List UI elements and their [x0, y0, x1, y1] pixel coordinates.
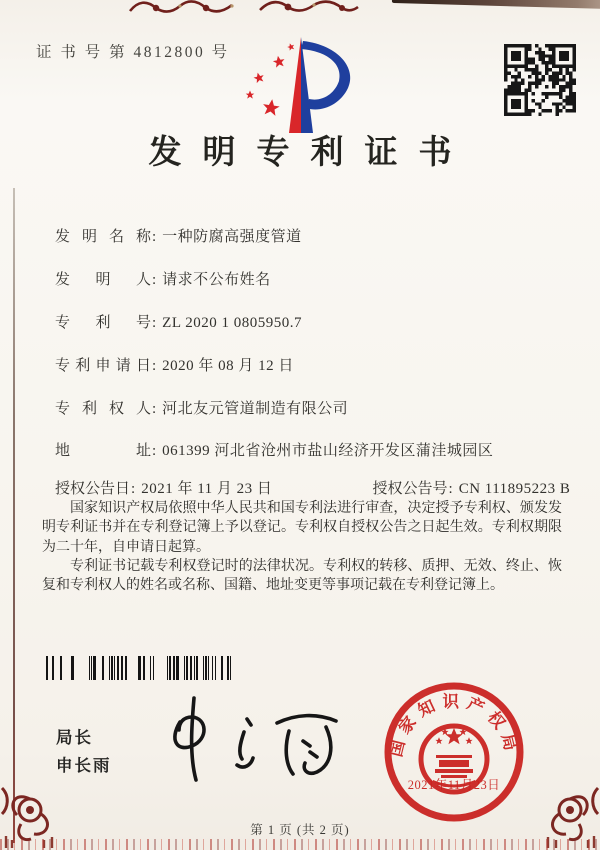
legal-text-block [42, 499, 562, 595]
colon: : [152, 272, 157, 288]
legal-paragraph-2: 专利证书记载专利权登记时的法律状况。专利权的转移、质押、无效、终止、恢复和专利权人的姓名或名称、国籍、地址变更等事项记载在专利登记簿上。 [42, 558, 562, 594]
photo-edge-strip [392, 0, 600, 9]
grant-number-label: 授权公告号 [372, 481, 448, 497]
field-value: ZL 2020 1 0805950.7 [162, 315, 302, 331]
field-label: 发明名称 [55, 229, 151, 245]
field-label: 专利申请日 [55, 358, 151, 374]
colon: : [152, 443, 157, 459]
seal-date: 2021年11月23日 [407, 778, 501, 792]
cnipa-logo [243, 34, 363, 138]
colon: : [448, 481, 453, 497]
field-label: 专利号 [55, 315, 151, 331]
legal-paragraph-1: 国家知识产权局依照中华人民共和国专利法进行审查，决定授予专利权、颁发发明专利证书并在专利登记簿上予以登记。专利权自授权公告之日起生效。专利权期限为二十年，自申请日起算。 [42, 501, 562, 555]
corner-ornament-left [0, 768, 62, 848]
field-label: 发明人 [55, 272, 151, 288]
colon: : [152, 229, 157, 245]
grant-number-value: CN 111895223 B [458, 481, 571, 497]
colon: : [131, 481, 136, 497]
certificate-number: 证 书 号 第 4812800 号 [36, 44, 230, 61]
handwritten-signature [152, 692, 352, 784]
director-title-label: 局长 [56, 729, 93, 747]
seal-ring-text: 国家知识产权局 [386, 692, 522, 759]
field-value: 请求不公布姓名 [162, 272, 271, 288]
barcode-icon [40, 656, 238, 680]
page-number: 第 1 页 (共 2 页) [250, 823, 350, 837]
grant-date-value: 2021 年 11 月 23 日 [141, 481, 273, 497]
field-value: 河北友元管道制造有限公司 [162, 401, 349, 417]
qr-code-icon [504, 44, 576, 116]
field-value: 2020 年 08 月 12 日 [162, 358, 294, 374]
field-label: 专利权人 [55, 401, 151, 417]
field-value: 061399 河北省沧州市盐山经济开发区蒲洼城园区 [162, 443, 494, 459]
field-label: 地址 [55, 443, 151, 459]
colon: : [152, 401, 157, 417]
colon: : [152, 315, 157, 331]
field-value: 一种防腐高强度管道 [162, 229, 302, 245]
page-title: 发明专利证书 [148, 135, 473, 171]
official-seal [381, 679, 527, 825]
director-name-label: 申长雨 [56, 757, 112, 775]
bottom-fringe-decoration [0, 839, 600, 850]
left-border-line [13, 188, 15, 843]
corner-ornament-right [538, 768, 600, 848]
top-ornament-band [128, 0, 360, 14]
colon: : [152, 358, 157, 374]
grant-date-label: 授权公告日 [55, 481, 131, 497]
